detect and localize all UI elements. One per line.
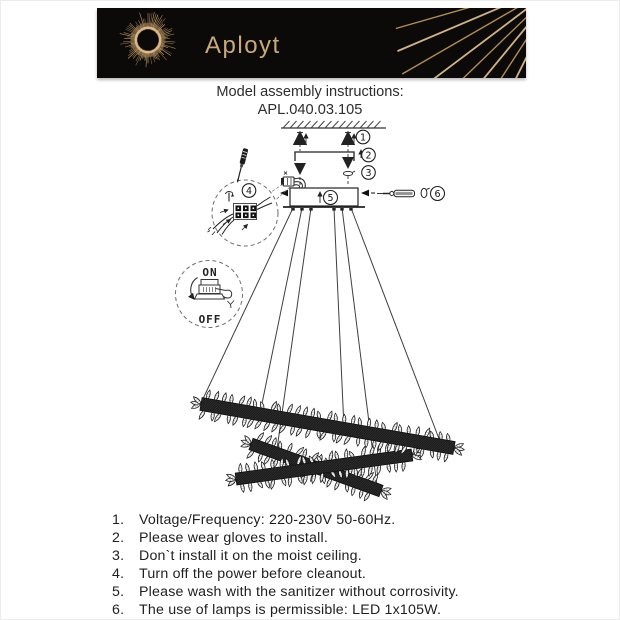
callout-5 xyxy=(324,191,338,205)
wire-nub xyxy=(340,208,343,211)
instruction-number: 5. xyxy=(112,583,125,600)
model-number: APL.040.03.105 xyxy=(257,102,363,118)
instruction-number: 4. xyxy=(112,565,125,582)
ceiling-hatch-stroke xyxy=(318,121,325,128)
terminal-pin-hole xyxy=(253,215,255,217)
mounting-bracket xyxy=(295,150,361,176)
terminal-detail xyxy=(208,148,279,246)
terminal-pin-hole xyxy=(238,208,240,210)
terminal-pin-hole xyxy=(245,208,247,210)
instruction-item xyxy=(112,530,582,548)
callout-1 xyxy=(356,130,370,144)
ceiling xyxy=(281,121,386,128)
instruction-item xyxy=(112,584,582,602)
brand-name: Aployt xyxy=(205,32,281,59)
instruction-text: Voltage/Frequency: 220-230V 50-60Hz. xyxy=(139,512,396,528)
screwdriver-icon xyxy=(235,148,249,184)
wire-nub xyxy=(332,208,335,211)
push-arrow-right-icon xyxy=(361,190,369,197)
instruction-text: Don`t install it on the moist ceiling. xyxy=(139,547,362,564)
ceiling-hatch-stroke xyxy=(290,121,297,128)
ceiling-hatch-stroke xyxy=(332,121,339,128)
callout-6 xyxy=(431,187,445,201)
ceiling-hatch-stroke xyxy=(346,121,353,128)
ceiling-hatch-stroke xyxy=(283,121,290,128)
chandelier-bar xyxy=(200,398,455,455)
ceiling-hatch-stroke xyxy=(367,121,374,128)
ceiling-hatch-stroke xyxy=(353,121,360,128)
instruction-item xyxy=(112,602,582,620)
svg-text:4: 4 xyxy=(245,185,253,197)
instruction-text: Please wear gloves to install. xyxy=(139,529,328,546)
page-title: Model assembly instructions: xyxy=(216,84,404,100)
instruction-item xyxy=(112,512,582,530)
anchor-bolts xyxy=(297,133,354,188)
instruction-item xyxy=(112,566,582,584)
instruction-item xyxy=(112,548,582,566)
ceiling-hatch-stroke xyxy=(339,121,346,128)
callout-4 xyxy=(242,184,256,198)
ceiling-hatch-stroke xyxy=(325,121,332,128)
callout-2 xyxy=(362,148,376,162)
switch-detail xyxy=(176,261,243,328)
ceiling-hatch-stroke xyxy=(360,121,367,128)
instruction-number: 3. xyxy=(112,547,125,564)
instruction-number: 1. xyxy=(112,512,125,528)
switch-off-label: OFF xyxy=(198,313,222,326)
instruction-number: 2. xyxy=(112,529,125,546)
instruction-number: 6. xyxy=(112,601,125,618)
ceiling-hatch-stroke xyxy=(311,121,318,128)
instructions-list xyxy=(112,512,582,619)
switch-on-label: ON xyxy=(202,266,218,279)
side-screwdriver xyxy=(377,188,430,197)
instruction-text: Turn off the power before cleanout. xyxy=(139,565,367,582)
svg-text:3: 3 xyxy=(365,167,372,179)
svg-text:2: 2 xyxy=(365,150,372,162)
svg-text:6: 6 xyxy=(434,189,441,200)
wire-nub xyxy=(291,208,294,211)
chandelier-drawing xyxy=(190,389,464,501)
instruction-text: The use of lamps is permissible: LED 1x105W. xyxy=(139,601,442,618)
callout-3 xyxy=(362,166,376,180)
terminal-pin-hole xyxy=(245,215,247,217)
ceiling-hatch-stroke xyxy=(304,121,311,128)
ceiling-hatch-stroke xyxy=(374,121,381,128)
svg-text:1: 1 xyxy=(359,132,367,144)
wire-nub xyxy=(300,208,303,211)
instruction-text: Please wash with the sanitizer without corrosivity. xyxy=(139,583,459,600)
terminal-pin-hole xyxy=(238,215,240,217)
ceiling-hatch-stroke xyxy=(297,121,304,128)
wire-nub xyxy=(349,208,352,211)
terminal-pin-hole xyxy=(253,208,255,210)
svg-text:5: 5 xyxy=(327,193,334,204)
wire-nub xyxy=(309,208,312,211)
